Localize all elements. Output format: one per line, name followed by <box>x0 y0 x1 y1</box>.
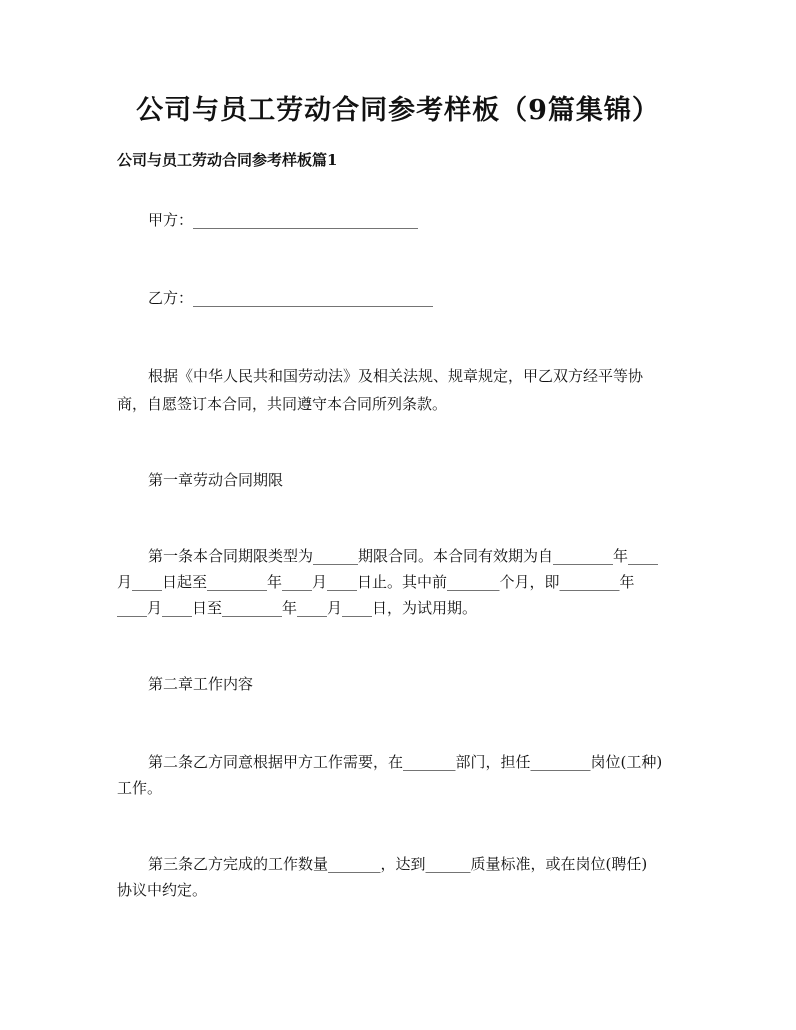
article-3-line-2: 协议中约定。 <box>117 881 208 899</box>
chapter-1-heading: 第一章劳动合同期限 <box>148 471 284 489</box>
party-b-line: 乙方：________________________________ <box>148 289 434 307</box>
article-1-line-3: ____月____日至________年____月____日，为试用期。 <box>117 599 478 617</box>
article-1-line-2: 月____日起至________年____月____日止。其中前_______个月，即________年 <box>117 573 635 591</box>
article-1-line-1: 第一条本合同期限类型为______期限合同。本合同有效期为自________年____ <box>148 547 659 565</box>
party-a-line: 甲方：______________________________ <box>148 211 419 229</box>
article-2-line-1: 第二条乙方同意根据甲方工作需要，在_______部门，担任________岗位(工种) <box>148 753 663 771</box>
section-heading: 公司与员工劳动合同参考样板篇1 <box>117 151 338 169</box>
chapter-2-heading: 第二章工作内容 <box>148 675 254 693</box>
article-2-line-2: 工作。 <box>117 779 163 797</box>
preamble-line-1: 根据《中华人民共和国劳动法》及相关法规、规章规定，甲乙双方经平等协 <box>148 367 644 385</box>
document-title: 公司与员工劳动合同参考样板（9篇集锦） <box>136 95 660 126</box>
article-3-line-1: 第三条乙方完成的工作数量_______，达到______质量标准，或在岗位(聘任) <box>148 855 648 873</box>
preamble-line-2: 商，自愿签订本合同，共同遵守本合同所列条款。 <box>117 395 448 413</box>
